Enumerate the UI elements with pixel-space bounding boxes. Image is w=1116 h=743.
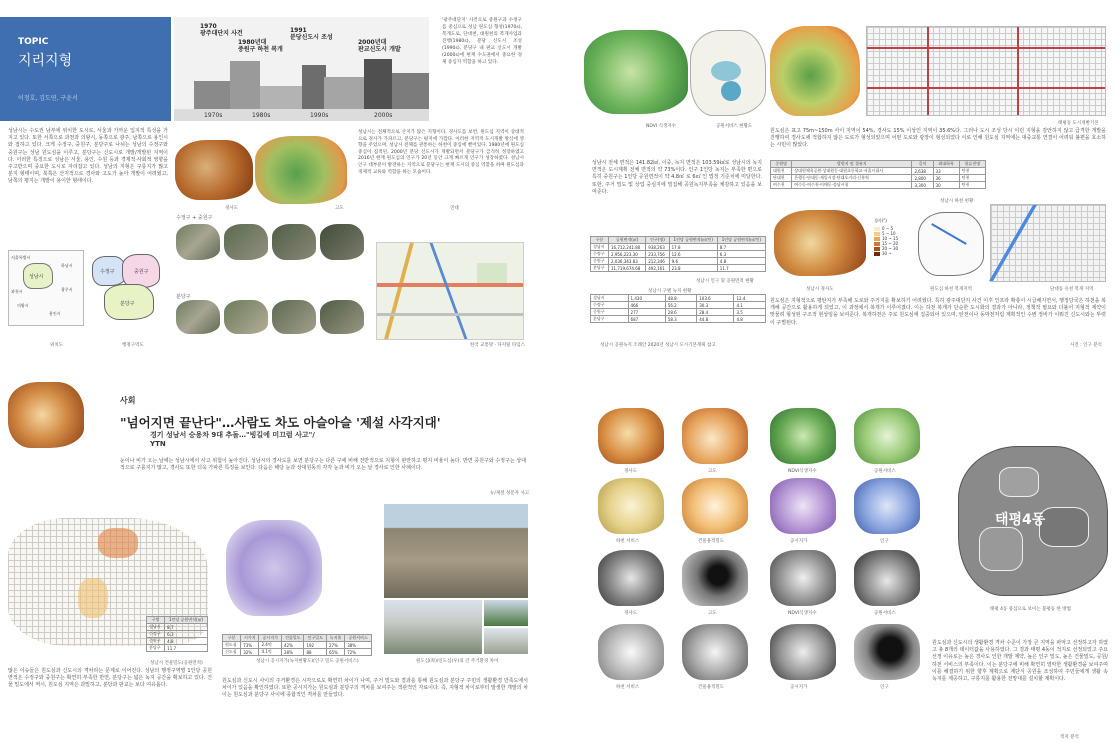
table1-h3: 1인당 공원면적(㎡/인) (669, 237, 717, 244)
bottom-caption-3: 원도심(좌)/신도심(우)의 간 주거환경 차이 (416, 659, 499, 664)
table-cell: 23.8 (669, 265, 717, 272)
sm-label-2: 고도 (708, 469, 717, 474)
bottom-caption-2: 성남시 공시지가(녹지현황도)(인구 밀도 공원서비스) (256, 659, 359, 664)
news-body: 눈이나 비가 오는 날에는 성남시에서 사고 위험이 높아진다. 성남시의 경사도를 보면 분당구는 다른 구에 비해 전반적으로 지형이 완만하고 평지 비율이 높다. 반면 중원구와 수정구는 상대적으로 구릉지가 많고, 경사도 또한 더욱 가파른 특징을 보인다. 다음은 해당 눈과 상대원동의 각각 눈과 비가 오는 날 경사로 인한 사례이다. (120, 458, 526, 472)
bottom-caption-1: 성남시 건물밀도(공원면적) (150, 661, 203, 666)
aerial-label-1: 수정구 + 중원구 (176, 215, 213, 221)
table-cell: 여수동·여수천·이매동·성남시청 (792, 182, 912, 189)
sm-label-9: 경사도 (624, 611, 638, 616)
table2-h3: 최대하폭 (933, 161, 959, 168)
table-cell: 탄천 (959, 175, 985, 182)
table-cell: 6.3 (165, 631, 208, 638)
table-cell: 492,161 (646, 265, 669, 272)
news-sub-1: 경기 성남서 승용차 9대 추돌…"빙길에 미끄럼 사고"/ (150, 431, 315, 439)
table-cell: 9.6 (669, 258, 717, 265)
topic-label: TOPIC (18, 37, 49, 47)
sm-label-10: 고도 (708, 611, 717, 616)
table-cell: 분당구 (591, 316, 629, 323)
table5-h1: 시가지 (241, 635, 259, 642)
col1-body-text: 성남시는 수도권 남부에 위치한 도시로, 서울과 가까운 입지적 특성을 가지고 있다. 또한 서쪽으로 과천과 의왕시, 동쪽으로 광주, 남쪽으로 용인시와 접하고 있다. 크게 수정구, 중원구, 분당구로 나뉘는 성남의 수정구와 중원구는 성남 원도심을 이루고, 분당구는 신도시로 개발/개발된 지역이다. 이러한 특징으로 성남은 서울, 용인, 수원 등과 경제적·사회적 영향을 주고받으며 중요한 도시로 자리잡고 있다. 성남의 지형은 구릉지가 많고 분지 형태이며, 북쪽은 산지적으로 경사와 고도가 높아 개발이 어려웠고, 남쪽의 평지는 개발이 용이한 형태이다. (8, 128, 168, 185)
col2-source: 연대 (450, 206, 459, 211)
sm-slope-2 (598, 550, 664, 606)
table-cell: 탄천 (959, 168, 985, 175)
table3-caption: 성남시 공원녹지 조례안 2020년 성남시 도시기본계획 참고 (600, 343, 716, 348)
table-cell: 성남시 (591, 295, 629, 302)
table-cell: 103.6 (697, 295, 734, 302)
street-grid-map (866, 26, 1106, 116)
table-cell: 상대원체육공원·상대원동·대원초등학교·서울시립사 (792, 168, 912, 175)
aerial-sujeong-3 (272, 224, 316, 260)
table-cell: 33 (933, 168, 959, 175)
sm-building-1 (682, 478, 748, 534)
table-cell: 2,036,343.83 (609, 258, 646, 265)
location-map (8, 250, 84, 326)
table-cell: 3.5 (734, 309, 766, 316)
danda-stream-map (990, 204, 1106, 282)
table3-title: 성남시 구별 녹지 현황 (648, 289, 692, 294)
table-cell: 12.6 (669, 251, 717, 258)
table2-h2: 길이 (912, 161, 933, 168)
table-cell: 11.7 (717, 265, 765, 272)
sm-elev-1 (682, 408, 748, 464)
table-cell: 은행동·단대동·제일시장·단대오거리·신흥역 (792, 175, 912, 182)
table-cell: 3,300 (912, 182, 933, 189)
aerial-sujeong-1 (176, 224, 220, 260)
stream-cover-caption: 원도심 하천 복개지역 (930, 287, 972, 292)
table-cell: 58.3 (665, 316, 696, 323)
topic-authors: 이정호, 김도연, 구윤서 (18, 95, 78, 102)
sm-label-14: 건물용적밀도 (698, 685, 725, 690)
table-cell: 28% (281, 649, 304, 656)
table-cell: 28.6 (665, 309, 696, 316)
legend-item: 10 ~ 15 (882, 236, 899, 241)
seongnam-label: 성남시 (29, 274, 44, 280)
table-cell: 466 (628, 302, 665, 309)
table-cell: 8.7 (717, 244, 765, 251)
taepyeong-label: 태평4동 (995, 512, 1046, 528)
table-cell: 2.4억 (259, 642, 282, 649)
table-cell: 원도심 (223, 642, 241, 649)
table-cell: 중원구 (591, 258, 609, 265)
table-cell: 36 (933, 175, 959, 182)
table1-caption: 성남시 인구 및 공원면적 현황 (696, 279, 754, 284)
sm-label-5: 하천 서비스 (616, 539, 640, 544)
table-cell: 단대천 (771, 175, 792, 182)
aerial-bundang-4 (320, 300, 364, 334)
new-town-photo-3 (484, 628, 528, 654)
timeline-event-2000: 2000년대 판교신도시 개발 (358, 39, 401, 53)
table-cell: 17.8 (669, 244, 717, 251)
table5-h4: 인구밀도 (304, 635, 327, 642)
table-cell: 56.2 (665, 302, 696, 309)
table-cell: 중원구 (147, 638, 165, 645)
taepyeong-cap: 적지 분석 (1060, 735, 1079, 740)
table-cell: 38% (345, 642, 372, 649)
table-cell: 2,956,223.30 (609, 251, 646, 258)
news-headline: "넘어지면 끝난다"…사람도 차도 아슬아슬 '제설 사각지대' (120, 415, 441, 430)
news-slope-map (8, 382, 84, 448)
col2-body-text: 성남시는 전체적으로 산지가 많은 지형이다. 경사도를 보면, 원도심 지역이 상대적으로 경사가 가파르고, 분당구는 평지에 가깝다. 이러한 지역적 도시개발 방식에 영향을 주었으며, 성남시 전체를 관통하는 하천이 중심에 뻗어있다. 1980년에 원도심 중심이 집적된, 2000년 분당 신도시가 개발되면서 분당구가 급격히 성장하였고 2016년 현재 원도심의 인구가 20년 동안 크게 빠르게 인구가 성장하였다. 성남시 인구 대부분이 발전하는 지역으로 분당구는 현재 도시의 중심 역할을 하며 원도심과 경제적 교류와 역할을 하는 모습이다. (358, 130, 524, 175)
table4-h0: 구별 (147, 617, 165, 624)
slope-map-right-caption: 성남시 경사도 (806, 287, 834, 292)
table-cell: 27% (326, 642, 344, 649)
district-map (88, 250, 168, 326)
table1-h0: 구분 (591, 237, 609, 244)
slope-map (175, 140, 253, 200)
table4-h1: 1인당 공원면적(㎡) (165, 617, 208, 624)
table-cell: 48.8 (665, 295, 696, 302)
decade-1990s: 1990s (310, 112, 329, 119)
sm-ndvi-2 (770, 550, 836, 606)
legend-item: 30 ~ (882, 251, 892, 256)
taepyeong-body: 원도심과 신도시의 생활환경 격차 수준이 가장 큰 지역을 파악고 선정하고자 하였고 총 8개의 데이터값을 사용하였다. 그 결과 태평 4동이 적지로 선정되었고 주요 선정 이유로는 높은 경사도 인한 개발 제약, 높은 인구 밀도, 높은 건물밀도, 공원/하천 서비스의 부족이다. 이는 분당구에 비해 확연히 열악한 생활환경을 보여주며 이를 해결하기 위한 향후 계획으로 계단식 공원을 조성하여 주민들에게 생활 속 녹지를 제공하고, 구릉지를 활용한 전망대를 설치할 계획이다. (932, 640, 1108, 683)
table5-h2: 공시지가 (259, 635, 282, 642)
neighbor-seoul: 서울특별시 (11, 255, 31, 260)
table-cell: 수정구 (591, 302, 629, 309)
timeline-event-1991: 1991 분당신도시 조성 (290, 27, 333, 41)
table-cell: 11,719,674.68 (609, 265, 646, 272)
new-town-photo-1 (384, 600, 482, 654)
sm-pop-2 (854, 624, 920, 680)
elevation-caption: 고도 (335, 206, 344, 211)
elevation-map (255, 136, 347, 204)
table-cell: 212,346 (646, 258, 669, 265)
table-cell: 4.1억 (259, 649, 282, 656)
table-cell: 11.7 (165, 645, 208, 652)
sm-label-4: 공원서비스 (874, 469, 896, 474)
intro-right-text: '광주대단지' 사건으로 중원구과 수정구를 중심으로 성남 원도심 형성(1970s), 복개도로, 단대천, 대원천의 복개사업과 진행(1980s), 분당 신도시 조성(1990s), 분당구 내 판교 신도시 개발(2000s)에 현재 수도권에서 중요한 경제 중심지 역할을 하고 있다. (442, 18, 522, 65)
table-cell: 4.8 (717, 258, 765, 265)
table-cell: 4.8 (165, 638, 208, 645)
topic-band (0, 17, 171, 121)
legend-item: 5 ~ 10 (882, 231, 896, 236)
slope-legend (874, 218, 914, 256)
table-cell: 65% (326, 649, 344, 656)
sm-stream-2 (598, 624, 664, 680)
park-caption-top: 공원서비스 현황도 (716, 124, 753, 129)
table-cell: 192 (304, 642, 327, 649)
sm-pop-1 (854, 478, 920, 534)
news-sub-2: YTN (150, 440, 166, 448)
traffic-map-caption: 한국 교통망 · 다지털 타임스 (470, 343, 525, 348)
right-body-text-1: 원도심은 표고 75m~150m 사이 지역이 54%, 경사도 15% 이상인 지역이 35.6%다. 그러나 도시 조성 당시 이런 지형을 감안하지 않고 급격한 개발을 진행하여 경사도에 적합하지 않은 도로가 형성되었으며 어떤 도로와 광장이 형성되었다 이로 인해 원도심 지역에는 대중교통 연결이 어려워 불편을 호소하는 시민이 많았다. (770, 128, 1106, 149)
table-cell: 성남시 (591, 244, 609, 251)
sm-elev-2 (682, 550, 748, 606)
table-cell: 687 (628, 316, 665, 323)
neighbor-hanam: 하남시 (61, 263, 73, 268)
table-cell: 신도심 (223, 649, 241, 656)
table-cell: 분당구 (591, 265, 609, 272)
table1-h4: 1인당 공원면적(㎡/인) (717, 237, 765, 244)
district-map-caption: 행정구역도 (122, 343, 144, 348)
sm-landprice-2 (770, 624, 836, 680)
topic-title: 지리지형 (18, 53, 73, 69)
elevation-map-right (770, 26, 860, 116)
aerial-label-2: 분당구 (176, 294, 191, 300)
table-cell: 42% (281, 642, 304, 649)
stream-cover-map (918, 212, 984, 276)
table-cell: 28.4 (697, 309, 734, 316)
table-cell: 1,430 (628, 295, 665, 302)
district-bundang: 분당구 (120, 301, 135, 307)
neighbor-gwacheon: 과천시 (11, 289, 23, 294)
sm-label-13: 하천 서비스 (616, 685, 640, 690)
traffic-map (376, 242, 524, 340)
table-cell: 대원천 (771, 168, 792, 175)
sm-building-2 (682, 624, 748, 680)
table-cell: 16,712,241.80 (609, 244, 646, 251)
sm-label-11: NDVI식생지수 (788, 611, 817, 616)
neighbor-uiwang: 의왕시 (17, 303, 29, 308)
legend-item: 15 ~ 20 (882, 241, 899, 246)
sm-stream-1 (598, 478, 664, 534)
timeline-event-1980: 1980년대 중원구 하천 복개 (238, 39, 283, 53)
sm-label-8: 인구 (880, 539, 889, 544)
neighbor-gwangju: 광주시 (61, 287, 73, 292)
table2-h0: 중원명 (771, 161, 792, 168)
taepyeong-caption: 태평 4동 중심으로 보이는 불평등 한 방법 (990, 607, 1071, 612)
sm-park-1 (854, 408, 920, 464)
table5-h3: 건물밀도 (281, 635, 304, 642)
park-area-table (590, 236, 766, 272)
table1-h2: 인구(명) (646, 237, 669, 244)
sm-landprice-1 (770, 478, 836, 534)
table1-h1: 공원면적(㎡) (609, 237, 646, 244)
timeline-graphic (174, 17, 429, 121)
danda-stream-caption: 단대동 유천 복개 지역 (1050, 287, 1094, 292)
table-cell: 12.4 (734, 295, 766, 302)
table-cell: 성남시 (147, 624, 165, 631)
aerial-sujeong-2 (224, 224, 268, 260)
table-cell: 2,800 (912, 175, 933, 182)
table-cell: 32% (241, 649, 259, 656)
green-area-table (590, 294, 766, 323)
stream-table (770, 160, 986, 189)
table-cell: 8.7 (165, 624, 208, 631)
table-cell: 233,756 (646, 251, 669, 258)
table-cell: 수정구 (147, 631, 165, 638)
decade-2000s: 2000s (374, 112, 393, 119)
aerial-bundang-1 (176, 300, 220, 334)
aerial-bundang-2 (224, 300, 268, 334)
sm-slope-1 (598, 408, 664, 464)
new-town-photo-2 (484, 600, 528, 626)
table5-h0: 구분 (223, 635, 241, 642)
table-cell: 30 (933, 182, 959, 189)
table-cell: 2,638 (912, 168, 933, 175)
sm-label-16: 인구 (880, 685, 889, 690)
news-source: 뉴/제설 성문자 사고 (490, 491, 530, 496)
table-cell: 938,263 (646, 244, 669, 251)
sm-label-15: 공시지가 (790, 685, 808, 690)
aerial-sujeong-4 (320, 224, 364, 260)
table-cell: 여수천 (771, 182, 792, 189)
sm-label-3: NDVI식생지수 (788, 469, 817, 474)
legend-item: 0 ~ 5 (882, 226, 893, 231)
park-per-capita-table (146, 616, 208, 652)
ndvi-caption-top: NDVI 식생지수 (646, 124, 676, 129)
table2-h4: 합류천명 (959, 161, 985, 168)
location-map-caption: 위치도 (50, 343, 64, 348)
sm-label-6: 건물용적밀도 (698, 539, 725, 544)
slope-map-right (774, 210, 866, 276)
table2-caption: 성남시 하천 현황 (940, 199, 974, 204)
table-cell: 4.8 (734, 316, 766, 323)
col3-body-text: 성남시 전체 면적은 141.82㎢, 이중, 녹지 면적은 103.59㎢로 성남시의 녹지면적은 도시계획 전체 면적의 약 73%이다. 인구 1인당 녹지는 부족한 편으로 특히 중원구는 1인당 공원면적이 약 4.8㎡ 로 6㎡ 인 법정 기준치에 미달한다. 또한, 주거 밀도 및 상업 중심지에 밀집해 공원녹지부족을 체감하고 있음을 보여준다. (592, 160, 762, 195)
decade-1980s: 1980s (252, 112, 271, 119)
taepyeong-map (958, 446, 1108, 596)
aerial-bundang-3 (272, 300, 316, 334)
district-comparison-table (222, 634, 372, 656)
table-cell: 4.1 (734, 302, 766, 309)
legend-item: 20 ~ 30 (882, 246, 899, 251)
sm-ndvi-1 (770, 408, 836, 464)
right-caption-2: 사진 : 인구 분석 (1070, 343, 1102, 348)
land-price-map (226, 520, 322, 616)
neighbor-yongin: 용인시 (49, 311, 61, 316)
right-body-text-2: 원도심은 지형적으로 평탄지가 부족해 도로와 주거지를 확보하기 어려웠다. 특히 광주대단지 사건 이후 인프라 확충이 시급해지면서, 행정당국은 하천을 복개해 공간으로 활용하게 되었고, 이 과정에서 복개가 이루어졌다. 이는 하천 복개가 단순한 도시화의 결과가 아니라, 정책적 필요와 더불어 지형적 제약이 맞물려 형성된 구조적 현상임을 보여준다. 복개하천은 주로 원도심에 집중되어 있으며, 탄천이나 동막천처럼 계획적인 수변 정비가 이뤄진 신도시와는 뚜렷이 구별된다. (770, 298, 1106, 326)
table-cell: 수정구 (591, 251, 609, 258)
table-cell: 73% (241, 642, 259, 649)
slope-caption: 경사도 (225, 206, 239, 211)
decade-1970s: 1970s (204, 112, 223, 119)
district-jungwon: 중원구 (134, 269, 149, 275)
table5-h6: 공원서비스 (345, 635, 372, 642)
table-cell: 30.3 (697, 302, 734, 309)
bottom-body-2: 원도심과 신도시 사이의 주거환경은 시각으로도 확연히 차이가 나며, 주거 밀도와 결과를 통해 원도심과 분당구 주민의 생활환경 만족도에서 차이가 있음을 확인하였다. 또한 공시지가는 원도심과 분당구의 격차를 보여주는 객관적인 자료이다. 즉, 지형적 차이로부터 발생한 개발의 차이는 원도심과 분당구 사이에 종합적인 격차를 만들었다. (222, 678, 528, 699)
table-cell: 44.8 (697, 316, 734, 323)
table-cell: 6.3 (717, 251, 765, 258)
table-cell: 72% (345, 649, 372, 656)
park-service-map-top (690, 30, 766, 116)
street-grid-caption: 태평동 도시개발기본 (1058, 121, 1099, 126)
sm-park-2 (854, 550, 920, 606)
slope-legend-title: 경사(°) (874, 218, 887, 223)
timeline-event-1970: 1970 광주대단지 사건 (200, 23, 243, 37)
table-cell: 탄천 (959, 182, 985, 189)
table-cell: 분당구 (147, 645, 165, 652)
table-cell: 277 (628, 309, 665, 316)
table-cell: 88 (304, 649, 327, 656)
table2-h1: 발원지 및 경유지 (792, 161, 912, 168)
sm-label-1: 경사도 (624, 469, 638, 474)
bottom-body-1: 많은 이슈들은 원도심과 신도시의 격차라는 문제로 이어진다. 성남의 행정구역별 1인당 공원면적은 수정구와 중원구는 확연히 부족한 반면, 분당구는 넓은 녹지 공간을 확보하고 있다. 건물 밀도에서 역시, 원도심 지역은 과밀하고, 분당과 판교는 보다 여유롭다. (8, 668, 212, 689)
ndvi-map-top (584, 30, 688, 114)
sm-label-7: 공시지가 (790, 539, 808, 544)
news-section: 사회 (120, 396, 136, 405)
sm-label-12: 공원서비스 (874, 611, 896, 616)
table-cell: 중원구 (591, 309, 629, 316)
old-town-photo (384, 504, 528, 598)
district-sujeong: 수정구 (100, 269, 115, 275)
table5-h5: 녹지율 (326, 635, 344, 642)
